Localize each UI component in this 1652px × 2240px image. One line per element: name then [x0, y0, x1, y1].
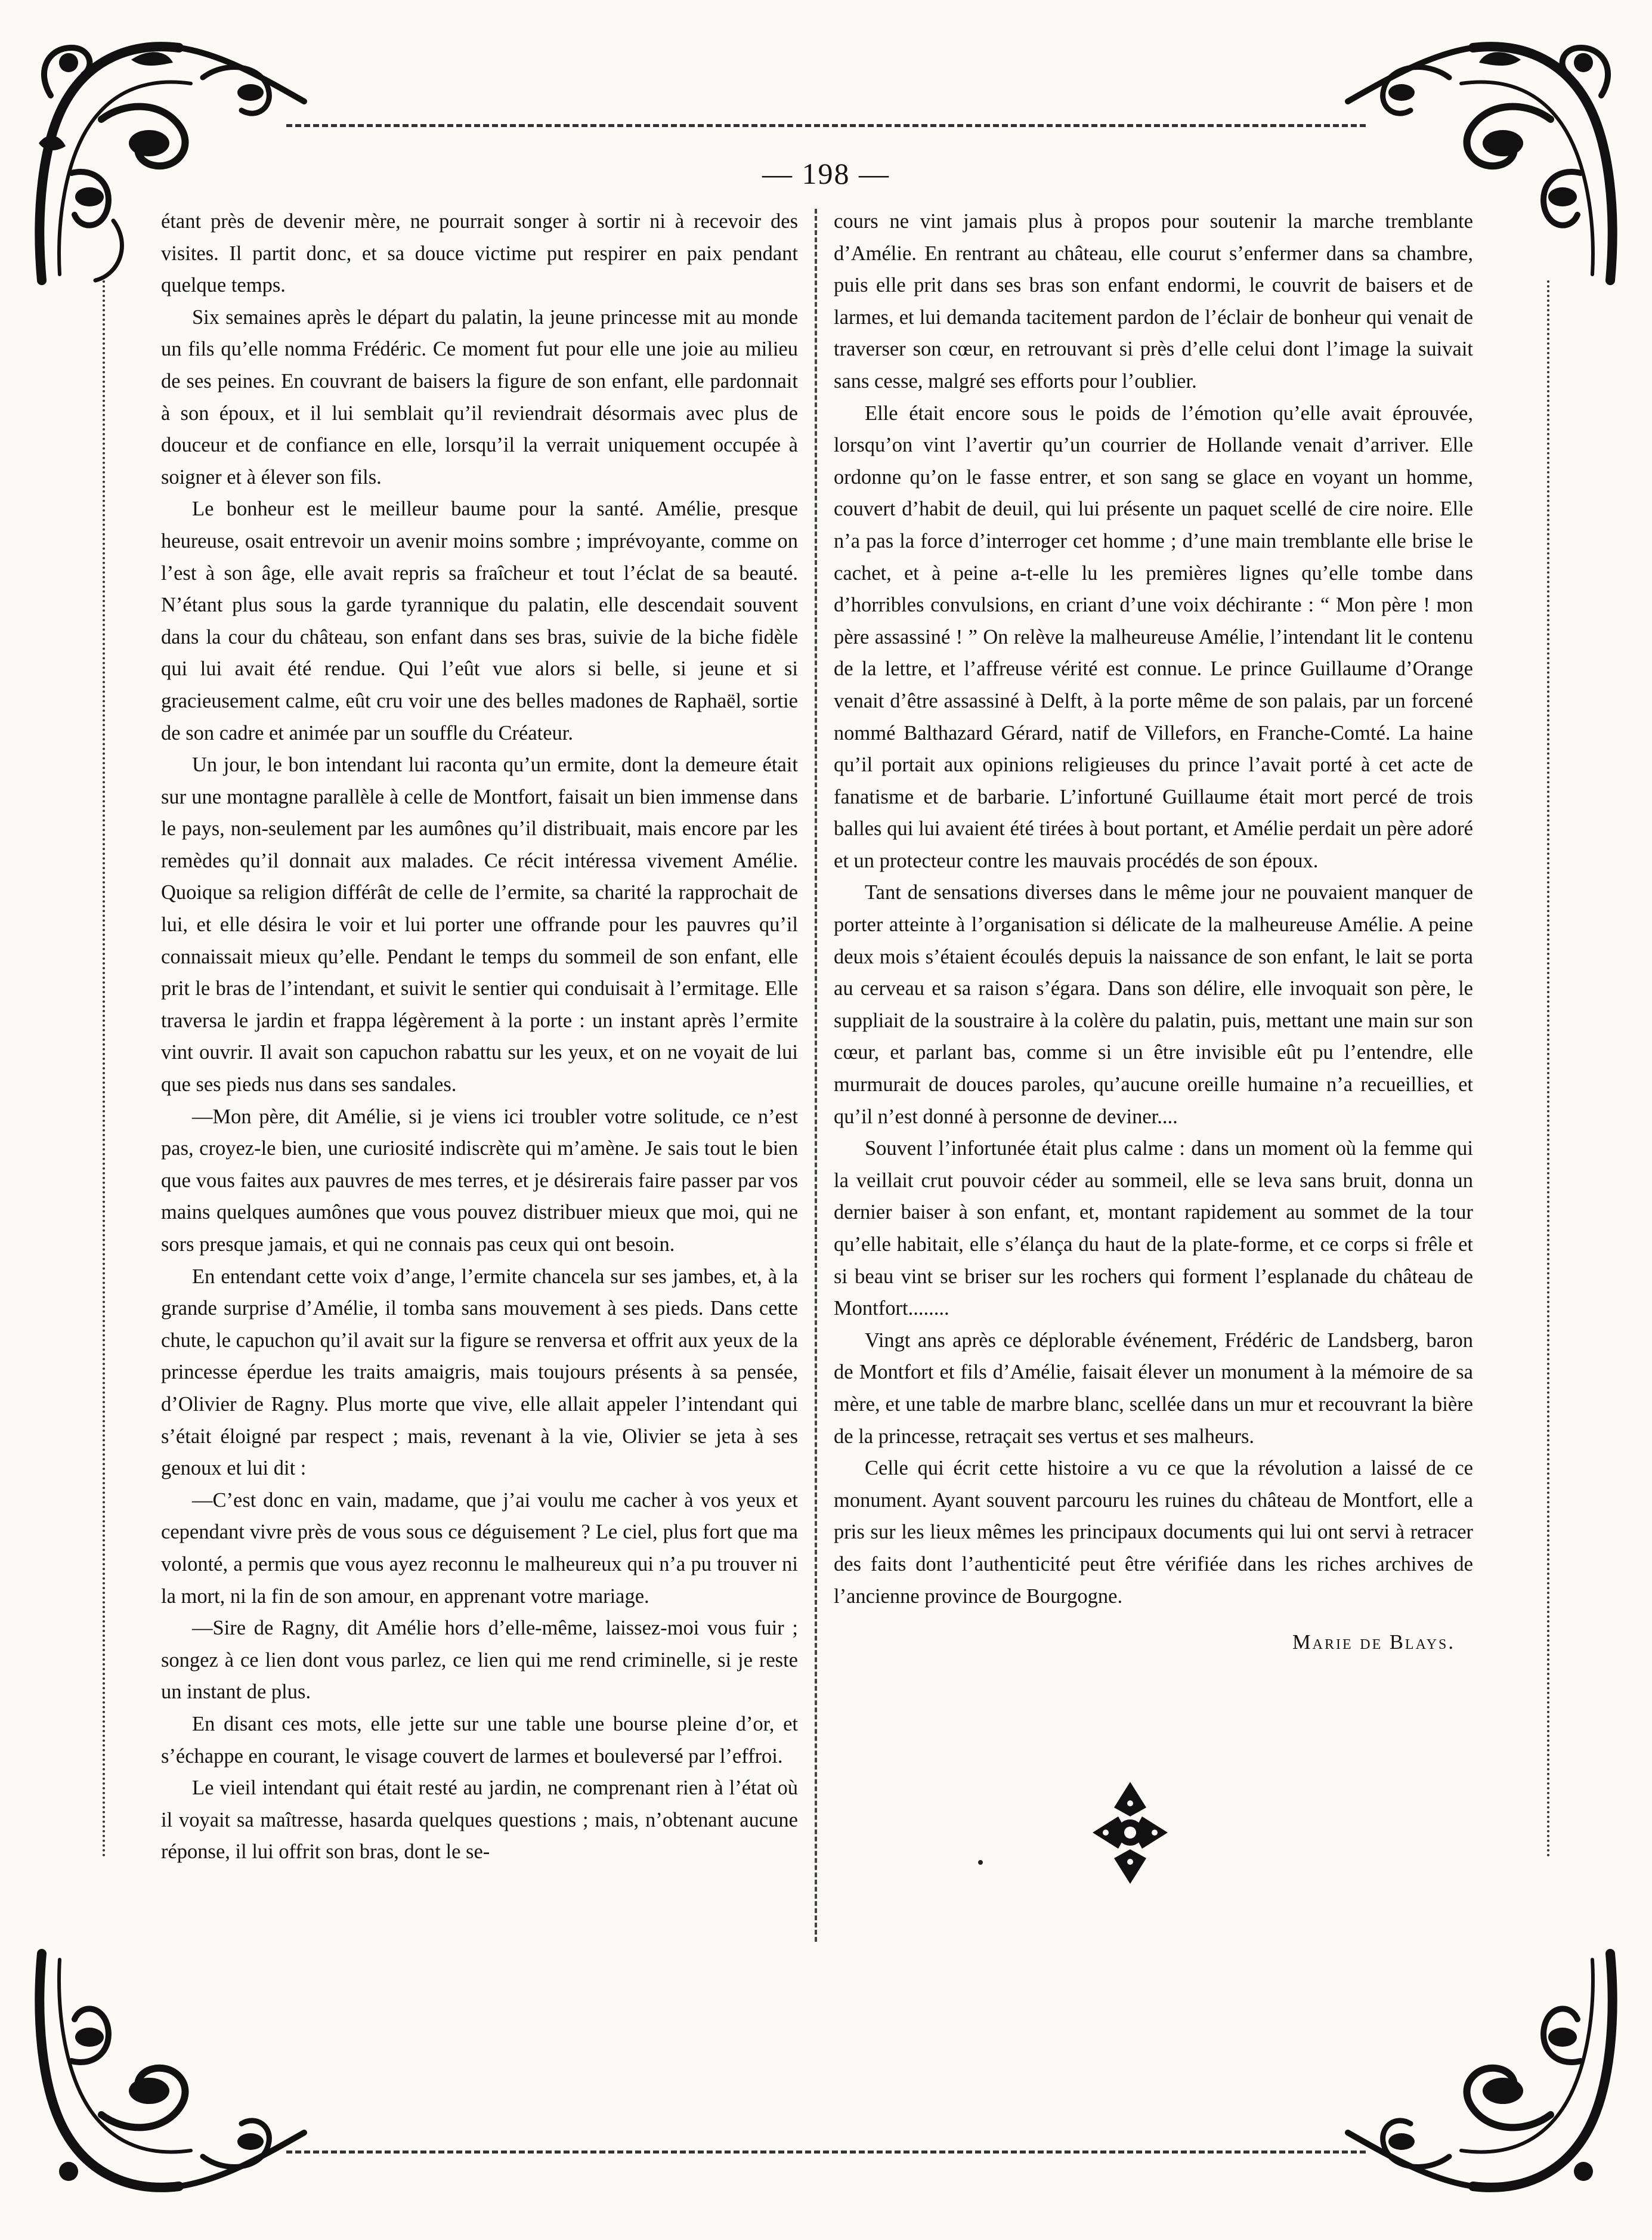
- paragraph: Le bonheur est le meilleur baume pour la santé. Amélie, presque heureuse, osait entrevoir un avenir moins sombre ; imprévoyante, comme on l’est à son âge, elle avait repris sa fraîcheur et tout l’éclat de sa beauté. N’étant plus sous la garde tyrannique du palatin, elle descendait souvent dans la cour du château, son enfant dans ses bras, suivie de la biche fidèle qui lui avait été rendue. Qui l’eût vue alors si belle, si jeune et si gracieusement calme, eût cru voir une des belles madones de Raphaël, sortie de son cadre et animée par un souffle du Créateur.: [161, 498, 798, 744]
- paragraph: Le vieil intendant qui était resté au jardin, ne comprenant rien à l’état où il voyait sa maîtresse, hasarda quelques questions ; mais, n’obtenant aucune réponse, il lui offrit son bras, dont le se-: [161, 1776, 798, 1864]
- paragraph: —C’est donc en vain, madame, que j’ai voulu me cacher à vos yeux et cependant vivre près de vous sous ce déguisement ? Le ciel, plus fort que ma volonté, a permis que vous ayez reconnu le malheureux qui n’a pu trouver ni la mort, ni la fin de son amour, en apprenant votre mariage.: [161, 1488, 798, 1608]
- paragraph: —Mon père, dit Amélie, si je viens ici troubler votre solitude, ce n’est pas, croyez-le bien, une curiosité indiscrète qui m’amène. Je sais tout le bien que vous faites aux pauvres de mes terres, et je désirerais faire passer par vos mains quelques aumônes que vous pouvez distribuer mieux que moi, qui ne sors presque jamais, et qui ne connais pas ceux qui ont besoin.: [161, 1105, 798, 1256]
- top-frame-rule: [286, 124, 1366, 127]
- paragraph: Six semaines après le départ du palatin, la jeune princesse mit au monde un fils qu’elle nomma Frédéric. Ce moment fut pour elle une joie au milieu de ses peines. En couvrant de baisers la figure de son enfant, elle pardonnait à son époux, et il lui semblait qu’il reviendrait désormais avec plus de douceur et de confiance en elle, lorsqu’il la verrait uniquement occupée à soigner et à élever son fils.: [161, 305, 798, 489]
- left-frame-rule: [103, 280, 105, 1858]
- paragraph: étant près de devenir mère, ne pourrait songer à sortir ni à recevoir des visites. Il partit donc, et sa douce victime put respirer en paix pendant quelque temps.: [161, 210, 798, 297]
- column-divider: [815, 209, 817, 1942]
- paragraph: Elle était encore sous le poids de l’émotion qu’elle avait éprouvée, lorsqu’on vint l’avertir qu’un courrier de Hollande venait d’arriver. Elle ordonne qu’on le fasse entrer, et son sang se glace en voyant un homme, couvert d’habit de deuil, qui lui présente un paquet scellé de cire noire. Elle n’a pas la force d’interroger cet homme ; d’une main tremblante elle brise le cachet, et à peine a-t-elle lu les premières lignes qu’elle tombe dans d’horribles convulsions, en criant d’une voix déchirante : “ Mon père ! mon père assassiné ! ” On relève la malheureuse Amélie, l’intendant lit le contenu de la lettre, et l’affreuse vérité est connue. Le prince Guillaume d’Orange venait d’être assassiné à Delft, à la porte même de son palais, par un forcené nommé Balthazard Gérard, natif de Villefors, en Franche-Comté. La haine qu’il portait aux opinions religieuses du prince l’avait porté à cet acte de fanatisme et de barbarie. L’infortuné Guillaume était mort percé de trois balles qui lui avaient été tirées à bout portant, et Amélie perdait un père adoré et un protecteur contre les mauvais procédés de son époux.: [834, 401, 1473, 872]
- paragraph: Vingt ans après ce déplorable événement, Frédéric de Landsberg, baron de Montfort et fils d’Amélie, faisait élever un monument à la mémoire de sa mère, et une table de marbre blanc, scellée dans un mur et recouvrant la bière de la princesse, retraçait ses vertus et ses malheurs.: [834, 1328, 1473, 1448]
- paragraph: Celle qui écrit cette histoire a vu ce que la révolution a laissé de ce monument. Ayant souvent parcouru les ruines du château de Montfort, elle a pris sur les lieux mêmes les principaux documents qui lui ont servi à retracer des faits dont l’authenticité peut être vérifiée dans les riches archives de l’ancienne province de Bourgogne.: [834, 1457, 1473, 1608]
- paragraph: En disant ces mots, elle jette sur une table une bourse pleine d’or, et s’échappe en courant, le visage couvert de larmes et bouleversé par l’effroi.: [161, 1712, 798, 1768]
- right-frame-rule: [1547, 280, 1549, 1858]
- paragraph: Souvent l’infortunée était plus calme : dans un moment où la femme qui la veillait crut pouvoir céder au sommeil, elle se leva sans bruit, donna un dernier baiser à son enfant, et, montant rapidement au sommet de la tour qu’elle habitait, elle s’élança du haut de la plate-forme, et ce corps si frêle et si beau vint se briser sur les rochers qui forment l’esplanade du château de Montfort........: [834, 1137, 1473, 1320]
- page-number: — 198 —: [762, 157, 890, 190]
- diamond-ornament-icon: [1091, 1781, 1169, 1885]
- corner-flourish-icon: [1330, 1930, 1628, 2210]
- paragraph: En entendant cette voix d’ange, l’ermite chancela sur ses jambes, et, à la grande surprise d’Amélie, il tomba sans mouvement à ses pieds. Dans cette chute, le capuchon qu’il avait sur la figure se renversa et offrit aux yeux de la princesse éperdue les traits amaigris, mais toujours présents à sa pensée, d’Olivier de Ragny. Plus morte que vive, elle allait appeler l’intendant qui s’était éloigné par respect ; mais, revenant à la vie, Olivier se jeta à ses genoux et lui dit :: [161, 1265, 798, 1480]
- paragraph: Un jour, le bon intendant lui raconta qu’un ermite, dont la demeure était sur une montagne parallèle à celle de Montfort, faisait un bien immense dans le pays, non-seulement par les aumônes qu’il distribuait, mais encore par les remèdes qu’il donnait aux malades. Ce récit intéressa vivement Amélie. Quoique sa religion différât de celle de l’ermite, sa charité la rapprochait de lui, et elle désira le voir et lui porter une offrande pour les pauvres qu’il connaissait mieux qu’elle. Pendant le temps du sommeil de son enfant, elle prit le bras de l’intendant, et suivit le sentier qui conduisait à l’ermitage. Elle traversa le jardin et frappa légèrement à la porte : un instant après l’ermite vint ouvrir. Il avait son capuchon rabattu sur les yeux, et on ne voyait de lui que ses pieds nus dans ses sandales.: [161, 753, 798, 1096]
- corner-flourish-icon: [24, 1930, 322, 2210]
- author-signature: Marie de Blays.: [1292, 1631, 1455, 1654]
- paragraph: cours ne vint jamais plus à propos pour soutenir la marche tremblante d’Amélie. En rentrant au château, elle courut s’enfermer dans sa chambre, puis elle prit dans ses bras son enfant endormi, le couvrit de baisers et de larmes, et lui demanda tacitement pardon de l’éclair de bonheur qui venait de traverser son cœur, en retrouvant si près d’elle celui dont l’image la suivait sans cesse, malgré ses efforts pour l’oublier.: [834, 210, 1473, 393]
- right-column: [834, 206, 1473, 1659]
- ink-speck: [978, 1860, 983, 1865]
- left-column: [161, 206, 798, 1868]
- bottom-frame-rule: [286, 2151, 1366, 2154]
- paragraph: Tant de sensations diverses dans le même jour ne pouvaient manquer de porter atteinte à l’organisation si délicate de la malheureuse Amélie. A peine deux mois s’étaient écoulés depuis la naissance de son enfant, le lait se porta au cerveau et sa raison s’égara. Dans son délire, elle invoquait son père, le suppliait de la soustraire à la colère du palatin, puis, mettant une main sur son cœur, et parlant bas, comme si un être invisible eût pu l’entendre, elle murmurait de douces paroles, qu’aucune oreille humaine n’a recueillies, et qu’il n’est donné à personne de deviner....: [834, 881, 1473, 1128]
- paragraph: —Sire de Ragny, dit Amélie hors d’elle-même, laissez-moi vous fuir ; songez à ce lien dont vous parlez, ce lien qui me rend criminelle, si je reste un instant de plus.: [161, 1617, 798, 1704]
